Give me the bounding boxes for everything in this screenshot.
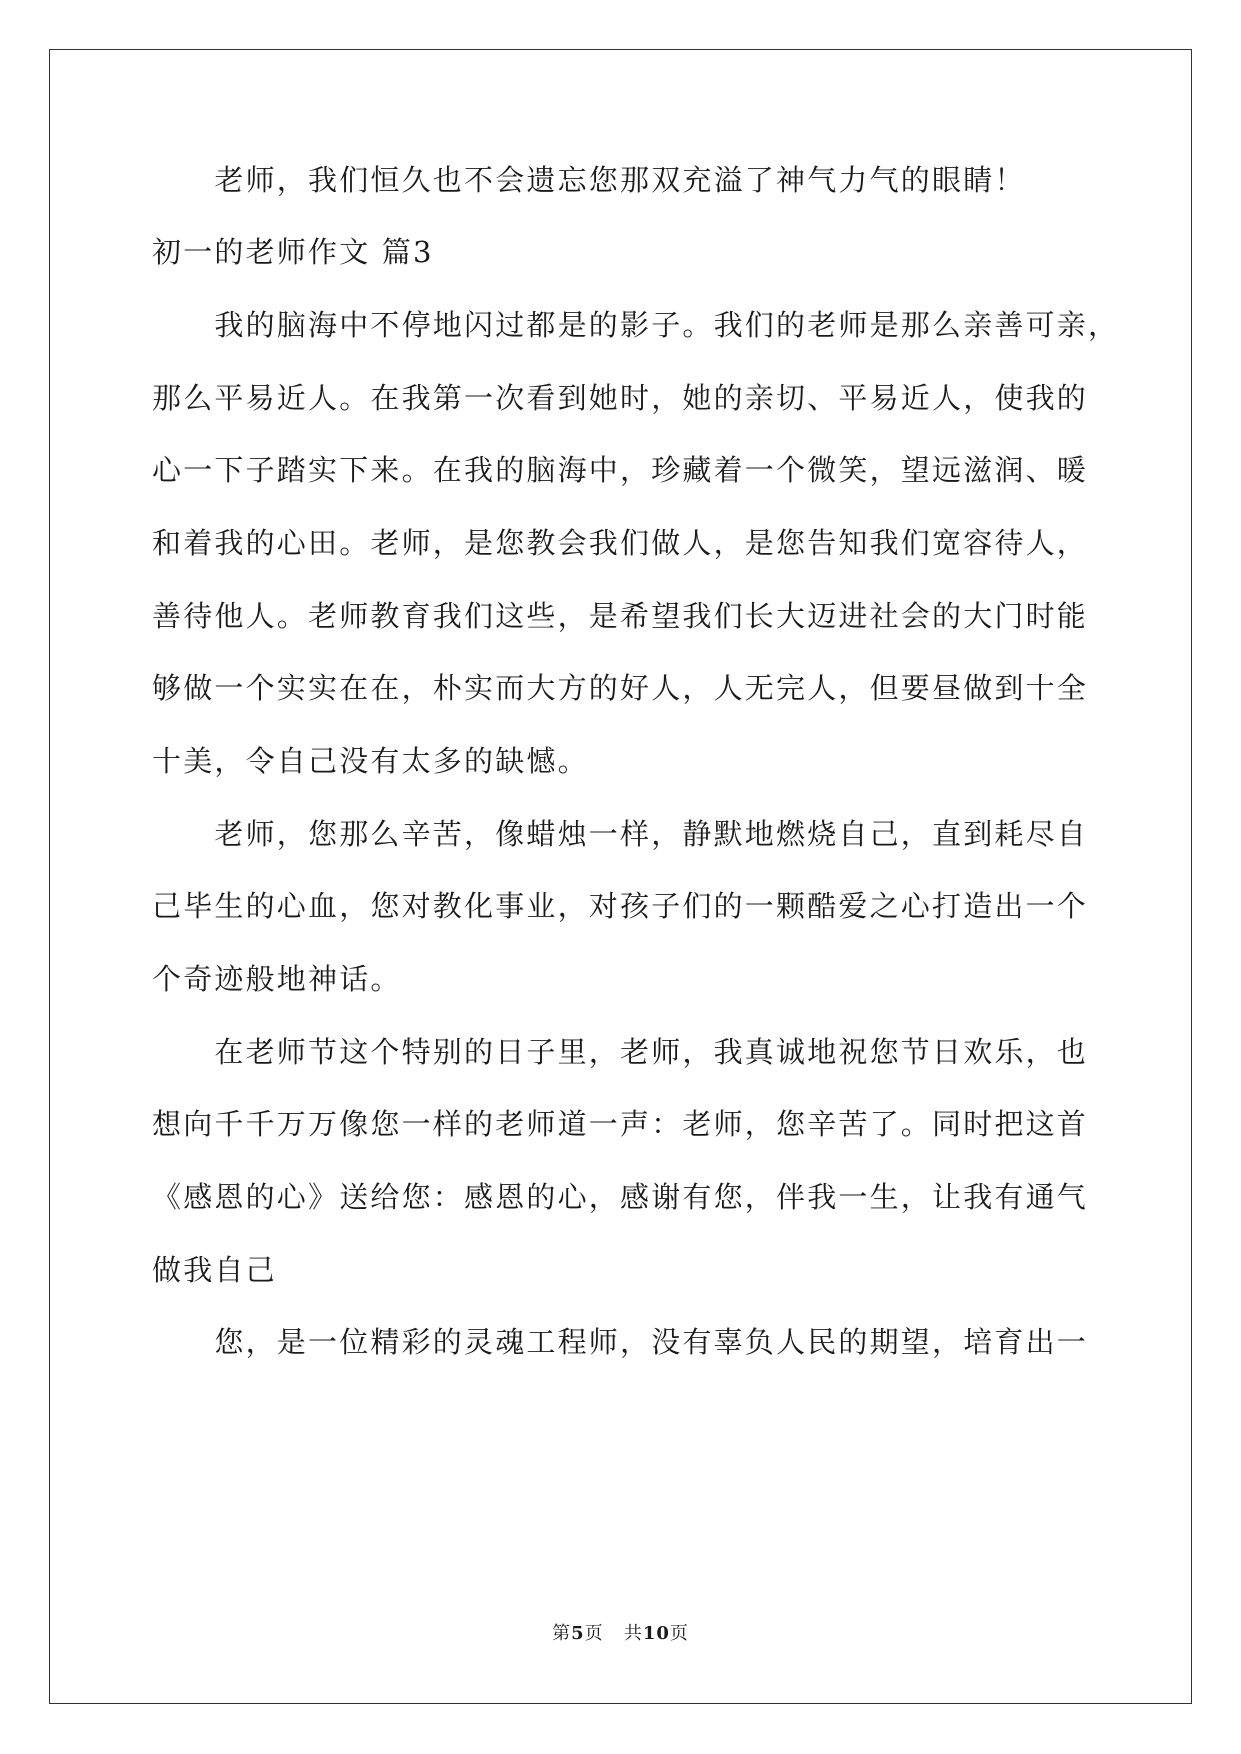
- page-border: [49, 49, 1192, 1704]
- text-line: 您，是一位精彩的灵魂工程师，没有辜负人民的期望，培育出一: [152, 1325, 1089, 1359]
- footer-prefix: 第: [552, 1623, 572, 1644]
- text-line: 老师，我们恒久也不会遗忘您那双充溢了神气力气的眼睛！: [152, 163, 1026, 197]
- text-line: 够做一个实实在在，朴实而大方的好人，人无完人，但要昼做到十全: [152, 671, 1089, 705]
- text-line: 十美，令自己没有太多的缺憾。: [152, 744, 589, 778]
- footer-total-prefix: 共: [623, 1623, 643, 1644]
- text-line: 老师，您那么辛苦，像蜡烛一样，静默地燃烧自己，直到耗尽自: [152, 817, 1089, 851]
- text-line: 我的脑海中不停地闪过都是的影子。我们的老师是那么亲善可亲，: [152, 308, 1120, 342]
- current-page-number: 5: [571, 1623, 585, 1644]
- page-footer: [0, 1622, 1241, 1646]
- text-line: 个奇迹般地神话。: [152, 962, 402, 996]
- text-line: 心一下子踏实下来。在我的脑海中，珍藏着一个微笑，望远滋润、暖: [152, 453, 1089, 487]
- text-line: 《感恩的心》送给您：感恩的心，感谢有您，伴我一生，让我有通气: [152, 1180, 1089, 1214]
- text-line: 想向千千万万像您一样的老师道一声：老师，您辛苦了。同时把这首: [152, 1107, 1089, 1141]
- text-line: 做我自己: [152, 1253, 277, 1287]
- footer-page-suffix: 页: [584, 1623, 604, 1644]
- text-line: 和着我的心田。老师，是您教会我们做人，是您告知我们宽容待人，: [152, 526, 1089, 560]
- section-heading: 初一的老师作文 篇3: [152, 235, 434, 269]
- footer-total-suffix: 页: [669, 1623, 689, 1644]
- text-line: 在老师节这个特别的日子里，老师，我真诚地祝您节日欢乐，也: [152, 1035, 1089, 1069]
- text-line: 那么平易近人。在我第一次看到她时，她的亲切、平易近人，使我的: [152, 381, 1089, 415]
- text-line: 己毕生的心血，您对教化事业，对孩子们的一颗酷爱之心打造出一个: [152, 889, 1089, 923]
- text-line: 善待他人。老师教育我们这些，是希望我们长大迈进社会的大门时能: [152, 599, 1089, 633]
- total-page-count: 10: [642, 1623, 670, 1644]
